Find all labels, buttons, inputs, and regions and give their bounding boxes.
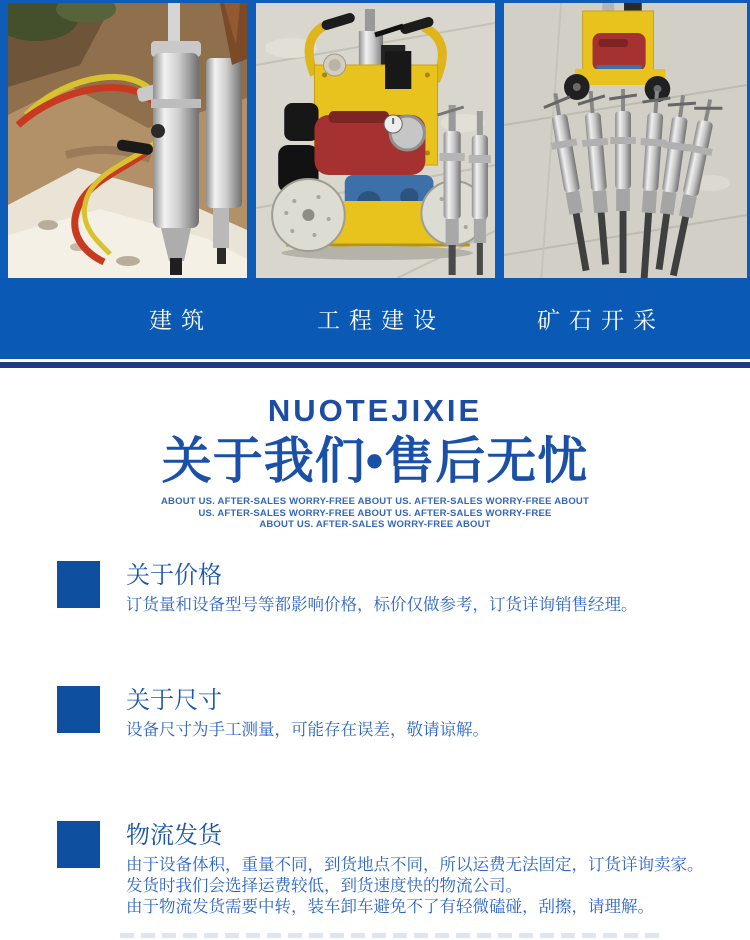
text-line: 由于物流发货需要中转，装车卸车避免不了有轻微磕碰，刮擦，请理解。	[126, 897, 654, 916]
cliff-splitters-illustration	[8, 3, 247, 278]
section-heading: 物流发货	[126, 821, 222, 849]
text-line: 由于设备体积，重量不同，到货地点不同，所以运费无法固定，订货详询卖家。	[126, 855, 704, 874]
text-line: 发货时我们会选择运费较低，到货速度快的物流公司。	[126, 876, 522, 895]
text-line: 设备尺寸为手工测量，可能存在误差，敬请谅解。	[126, 720, 489, 739]
section-heading: 关于价格	[126, 561, 222, 589]
text-line: 订货量和设备型号等都影响价格，标价仅做参考，订货详询销售经理。	[126, 595, 638, 614]
section-text	[126, 720, 489, 741]
separator-line	[0, 362, 750, 368]
brand-name: NUOTEJIXIE	[267, 393, 483, 428]
clipped-next-line	[120, 933, 660, 938]
photo-splitter-set	[504, 3, 747, 278]
subtitle-line: ABOUT US. AFTER-SALES WORRY-FREE ABOUT	[259, 519, 491, 530]
section-text	[126, 595, 638, 616]
section-body	[126, 561, 638, 616]
section-body	[126, 686, 489, 741]
section-heading: 关于尺寸	[126, 686, 222, 714]
category-label-construction: 建筑	[149, 307, 213, 333]
pump-station-illustration	[256, 3, 495, 278]
square-bullet-icon	[57, 561, 100, 608]
category-banner	[0, 278, 750, 359]
section-about-price	[57, 561, 726, 616]
section-body	[126, 821, 704, 918]
section-text	[126, 855, 704, 918]
category-label-engineering: 工程建设	[317, 307, 445, 333]
subtitle-line: ABOUT US. AFTER-SALES WORRY-FREE ABOUT US. AFTER-SALES WORRY-FREE ABOUT	[161, 496, 589, 507]
subtitle-line: US. AFTER-SALES WORRY-FREE ABOUT US. AFTER-SALES WORRY-FREE	[198, 507, 552, 519]
about-title: 关于我们•售后无忧	[161, 433, 589, 489]
photo-pump-station	[256, 3, 495, 278]
square-bullet-icon	[57, 821, 100, 868]
product-photo-strip	[0, 0, 750, 278]
section-shipping	[57, 821, 726, 918]
splitter-set-illustration	[504, 3, 747, 278]
photo-splitters-on-rock-cliff	[8, 3, 247, 278]
about-subtitle	[0, 496, 750, 531]
square-bullet-icon	[57, 686, 100, 733]
category-label-mining: 矿石开采	[537, 307, 665, 333]
section-about-size	[57, 686, 726, 741]
